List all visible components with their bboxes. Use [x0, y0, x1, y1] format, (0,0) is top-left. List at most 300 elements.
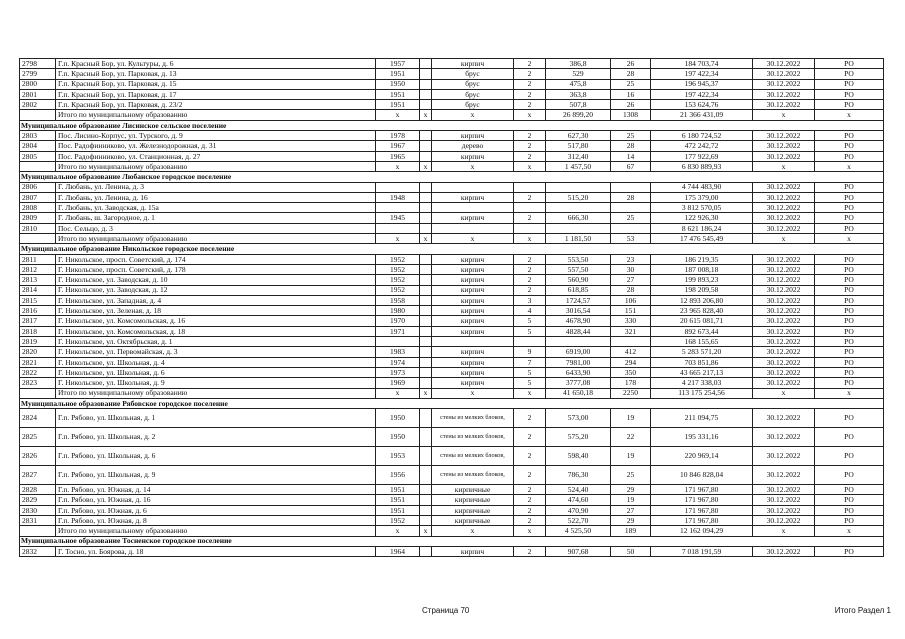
cell-floors: 2 [514, 59, 546, 69]
cell-wall-material: кирпич [432, 357, 514, 367]
cell-extra-mark [420, 505, 432, 515]
table-row [20, 264, 884, 274]
cell-area: 575,20 [546, 428, 611, 447]
cell-wall-material: дерево [432, 141, 514, 151]
cell-area: 363,8 [546, 89, 611, 99]
cell-deadline-date: 30.12.2022 [753, 505, 815, 515]
cell-wall-material: х [432, 110, 514, 120]
cell-deadline-date: 30.12.2022 [753, 223, 815, 233]
cell-row-number: 2815 [20, 295, 56, 305]
cell-residents [611, 223, 651, 233]
cell-wall-material [432, 182, 514, 192]
cell-extra-mark [420, 69, 432, 79]
table-row [20, 69, 884, 79]
cell-area: 786,30 [546, 466, 611, 485]
cell-floors: 2 [514, 141, 546, 151]
cell-address: Г. Никольское, ул. Школьная, д. 6 [56, 367, 376, 377]
cell-extra-mark [420, 295, 432, 305]
cell-extra-mark [420, 141, 432, 151]
cell-extra-mark [420, 337, 432, 347]
cell-address: Г.п. Рябово, ул. Школьная, д. 1 [56, 409, 376, 428]
table-row [20, 466, 884, 485]
cell-fund-format: РО [815, 428, 884, 447]
cell-fund-format: РО [815, 495, 884, 505]
cell-wall-material: х [432, 388, 514, 398]
cell-address: Пос. Радофинниково, ул. Железнодорожная, д. 31 [56, 141, 376, 151]
cell-floors: 2 [514, 89, 546, 99]
cell-wall-material: брус [432, 79, 514, 89]
cell-residents: 25 [611, 466, 651, 485]
cell-deadline-date: 30.12.2022 [753, 151, 815, 161]
cell-floors: 2 [514, 275, 546, 285]
cell-address: Г. Никольское, просп. Советский, д. 178 [56, 264, 376, 274]
cell-extra-mark [420, 409, 432, 428]
cell-address: Пос. Лисино-Корпус, ул. Турского, д. 9 [56, 131, 376, 141]
cell-fund-format: РО [815, 357, 884, 367]
cell-cost: 21 366 431,09 [651, 110, 753, 120]
cell-fund-format: РО [815, 192, 884, 202]
cell-area: 4678,90 [546, 316, 611, 326]
cell-wall-material: кирпич [432, 151, 514, 161]
table-row [20, 203, 884, 213]
cell-cost: 3 812 570,05 [651, 203, 753, 213]
cell-deadline-date: 30.12.2022 [753, 203, 815, 213]
cell-deadline-date: х [753, 234, 815, 244]
cell-residents: 25 [611, 213, 651, 223]
cell-residents: 26 [611, 59, 651, 69]
cell-fund-format: РО [815, 326, 884, 336]
cell-fund-format: РО [815, 182, 884, 192]
cell-build-year: 1952 [376, 275, 420, 285]
cell-build-year: 1950 [376, 79, 420, 89]
cell-residents: 29 [611, 515, 651, 525]
cell-address: Г.п. Рябово, ул. Южная, д. 8 [56, 515, 376, 525]
cell-deadline-date: 30.12.2022 [753, 192, 815, 202]
cell-fund-format: РО [815, 141, 884, 151]
section-header-row [20, 120, 884, 130]
cell-address: Итого по муниципальному образованию [56, 526, 376, 536]
cell-cost: 171 967,80 [651, 515, 753, 525]
cell-deadline-date: 30.12.2022 [753, 447, 815, 466]
cell-extra-mark [420, 89, 432, 99]
cell-floors: 4 [514, 306, 546, 316]
cell-area: 627,30 [546, 131, 611, 141]
cell-fund-format: х [815, 526, 884, 536]
section-title: Муниципальное образование Тосненское городское поселение [20, 536, 884, 546]
table-row [20, 182, 884, 192]
cell-row-number: 2812 [20, 264, 56, 274]
cell-fund-format: РО [815, 378, 884, 388]
cell-row-number: 2828 [20, 485, 56, 495]
section-title: Муниципальное образование Рябовское городское поселение [20, 398, 884, 408]
cell-floors [514, 182, 546, 192]
cell-deadline-date: х [753, 161, 815, 171]
cell-deadline-date: 30.12.2022 [753, 264, 815, 274]
cell-deadline-date: 30.12.2022 [753, 295, 815, 305]
cell-deadline-date: 30.12.2022 [753, 428, 815, 447]
cell-deadline-date: 30.12.2022 [753, 285, 815, 295]
table-row [20, 515, 884, 525]
cell-extra-mark [420, 100, 432, 110]
cell-build-year: 1957 [376, 59, 420, 69]
cell-fund-format: х [815, 161, 884, 171]
cell-deadline-date: х [753, 110, 815, 120]
cell-extra-mark [420, 378, 432, 388]
cell-row-number: 2824 [20, 409, 56, 428]
cell-cost: 12 893 206,80 [651, 295, 753, 305]
cell-row-number: 2825 [20, 428, 56, 447]
cell-residents: 27 [611, 505, 651, 515]
cell-fund-format: РО [815, 447, 884, 466]
cell-row-number: 2813 [20, 275, 56, 285]
cell-wall-material: кирпичные [432, 515, 514, 525]
cell-area: 907,68 [546, 546, 611, 556]
cell-floors: 2 [514, 447, 546, 466]
table-row [20, 254, 884, 264]
section-title: Муниципальное образование Никольское городское поселение [20, 244, 884, 254]
cell-address: Г.п. Рябово, ул. Школьная, д. 6 [56, 447, 376, 466]
table-row [20, 151, 884, 161]
cell-cost: 8 621 186,24 [651, 223, 753, 233]
cell-cost: 703 851,86 [651, 357, 753, 367]
table-row [20, 316, 884, 326]
cell-cost: 196 945,37 [651, 79, 753, 89]
cell-row-number: 2821 [20, 357, 56, 367]
cell-address: Г. Никольское, ул. Комсомольская, д. 16 [56, 316, 376, 326]
cell-wall-material: стены из мелких блоков, [432, 409, 514, 428]
cell-row-number: 2798 [20, 59, 56, 69]
cell-fund-format: РО [815, 59, 884, 69]
cell-row-number: 2819 [20, 337, 56, 347]
cell-cost: 113 175 254,56 [651, 388, 753, 398]
cell-cost: 43 665 217,13 [651, 367, 753, 377]
cell-fund-format: РО [815, 337, 884, 347]
cell-cost: 197 422,34 [651, 69, 753, 79]
cell-wall-material [432, 337, 514, 347]
page-number: Страница 70 [422, 606, 470, 615]
cell-wall-material [432, 223, 514, 233]
table-row [20, 306, 884, 316]
cell-build-year: 1964 [376, 546, 420, 556]
cell-deadline-date: 30.12.2022 [753, 213, 815, 223]
cell-row-number: 2809 [20, 213, 56, 223]
cell-deadline-date: 30.12.2022 [753, 275, 815, 285]
cell-cost: 6 180 724,52 [651, 131, 753, 141]
section-header-row [20, 244, 884, 254]
cell-address: Г. Никольское, просп. Советский, д. 174 [56, 254, 376, 264]
cell-cost: 187 008,18 [651, 264, 753, 274]
cell-fund-format: РО [815, 264, 884, 274]
cell-floors [514, 203, 546, 213]
cell-build-year: 1951 [376, 495, 420, 505]
cell-residents: 50 [611, 546, 651, 556]
cell-residents [611, 182, 651, 192]
cell-cost: 153 624,76 [651, 100, 753, 110]
cell-floors: 2 [514, 151, 546, 161]
table-row [20, 378, 884, 388]
cell-residents: 350 [611, 367, 651, 377]
cell-row-number: 2814 [20, 285, 56, 295]
cell-build-year: 1967 [376, 141, 420, 151]
cell-deadline-date: 30.12.2022 [753, 357, 815, 367]
cell-build-year: 1951 [376, 69, 420, 79]
cell-floors: 2 [514, 409, 546, 428]
cell-residents: 25 [611, 131, 651, 141]
cell-floors: 5 [514, 326, 546, 336]
table-row [20, 141, 884, 151]
cell-fund-format: РО [815, 254, 884, 264]
cell-deadline-date: 30.12.2022 [753, 306, 815, 316]
cell-row-number: 2807 [20, 192, 56, 202]
cell-extra-mark [420, 515, 432, 525]
cell-cost: 168 155,65 [651, 337, 753, 347]
cell-residents: 25 [611, 79, 651, 89]
cell-build-year: х [376, 110, 420, 120]
cell-build-year: 1970 [376, 316, 420, 326]
cell-deadline-date: 30.12.2022 [753, 59, 815, 69]
cell-row-number: 2804 [20, 141, 56, 151]
table-row [20, 337, 884, 347]
cell-cost: 12 162 094,29 [651, 526, 753, 536]
cell-area: 598,40 [546, 447, 611, 466]
total-row [20, 388, 884, 398]
table-row [20, 213, 884, 223]
cell-deadline-date: 30.12.2022 [753, 378, 815, 388]
cell-cost: 220 969,14 [651, 447, 753, 466]
table-row [20, 192, 884, 202]
cell-row-number: 2823 [20, 378, 56, 388]
table-row [20, 131, 884, 141]
cell-area: 3016,54 [546, 306, 611, 316]
total-row [20, 526, 884, 536]
cell-extra-mark: х [420, 161, 432, 171]
cell-area: 529 [546, 69, 611, 79]
cell-address: Г.п. Красный Бор, ул. Парковая, д. 13 [56, 69, 376, 79]
cell-area: 386,8 [546, 59, 611, 69]
cell-floors: х [514, 161, 546, 171]
cell-residents: 28 [611, 69, 651, 79]
cell-extra-mark [420, 428, 432, 447]
cell-fund-format: РО [815, 466, 884, 485]
cell-residents: 28 [611, 285, 651, 295]
cell-wall-material: х [432, 161, 514, 171]
cell-address: Г. Никольское, ул. Заводская, д. 10 [56, 275, 376, 285]
cell-floors: 5 [514, 378, 546, 388]
cell-extra-mark [420, 546, 432, 556]
cell-extra-mark [420, 347, 432, 357]
cell-extra-mark [420, 285, 432, 295]
cell-extra-mark: х [420, 526, 432, 536]
cell-row-number: 2816 [20, 306, 56, 316]
cell-deadline-date: 30.12.2022 [753, 485, 815, 495]
cell-cost: 211 094,75 [651, 409, 753, 428]
table-row [20, 285, 884, 295]
cell-wall-material: брус [432, 89, 514, 99]
cell-extra-mark [420, 203, 432, 213]
cell-cost: 175 379,00 [651, 192, 753, 202]
cell-area: 6919,00 [546, 347, 611, 357]
cell-floors: 5 [514, 367, 546, 377]
cell-wall-material: кирпич [432, 367, 514, 377]
cell-floors: 2 [514, 79, 546, 89]
cell-row-number: 2829 [20, 495, 56, 505]
cell-row-number: 2806 [20, 182, 56, 192]
table-row [20, 100, 884, 110]
cell-cost: 122 926,30 [651, 213, 753, 223]
cell-build-year [376, 223, 420, 233]
cell-deadline-date: 30.12.2022 [753, 367, 815, 377]
cell-floors [514, 223, 546, 233]
cell-row-number: 2817 [20, 316, 56, 326]
cell-residents: 28 [611, 141, 651, 151]
cell-residents: 330 [611, 316, 651, 326]
table-body [20, 59, 884, 557]
cell-deadline-date: 30.12.2022 [753, 546, 815, 556]
cell-floors: 2 [514, 515, 546, 525]
cell-wall-material: кирпич [432, 347, 514, 357]
cell-fund-format: РО [815, 295, 884, 305]
cell-residents: 2250 [611, 388, 651, 398]
cell-extra-mark [420, 192, 432, 202]
cell-extra-mark [420, 275, 432, 285]
cell-extra-mark [420, 447, 432, 466]
cell-wall-material: кирпич [432, 254, 514, 264]
cell-row-number: 2830 [20, 505, 56, 515]
cell-address: Г. Никольское, ул. Школьная, д. 9 [56, 378, 376, 388]
cell-floors [514, 337, 546, 347]
cell-wall-material: кирпич [432, 275, 514, 285]
cell-deadline-date: 30.12.2022 [753, 316, 815, 326]
cell-build-year [376, 203, 420, 213]
cell-address: Г. Никольское, ул. Заводская, д. 12 [56, 285, 376, 295]
cell-build-year: 1950 [376, 409, 420, 428]
cell-address: Г. Никольское, ул. Октябрьская, д. 1 [56, 337, 376, 347]
cell-residents: 321 [611, 326, 651, 336]
cell-fund-format: РО [815, 505, 884, 515]
cell-area: 6433,90 [546, 367, 611, 377]
section-title: Муниципальное образование Лисинское сельское поселение [20, 120, 884, 130]
cell-deadline-date: 30.12.2022 [753, 69, 815, 79]
cell-floors: 2 [514, 69, 546, 79]
section-header-row [20, 172, 884, 182]
table-row [20, 357, 884, 367]
cell-cost: 5 283 571,20 [651, 347, 753, 357]
cell-area: 573,00 [546, 409, 611, 428]
cell-cost: 20 615 081,71 [651, 316, 753, 326]
cell-cost: 171 967,80 [651, 485, 753, 495]
cell-fund-format: РО [815, 223, 884, 233]
cell-build-year: х [376, 234, 420, 244]
cell-cost: 177 922,69 [651, 151, 753, 161]
cell-area: 560,90 [546, 275, 611, 285]
cell-wall-material: кирпич [432, 285, 514, 295]
cell-build-year: 1953 [376, 447, 420, 466]
cell-wall-material: кирпичные [432, 485, 514, 495]
cell-floors: 9 [514, 347, 546, 357]
cell-floors: 2 [514, 254, 546, 264]
cell-row-number [20, 161, 56, 171]
cell-build-year: х [376, 526, 420, 536]
cell-cost: 23 965 828,40 [651, 306, 753, 316]
cell-area: 4 525,50 [546, 526, 611, 536]
cell-deadline-date: 30.12.2022 [753, 89, 815, 99]
cell-build-year: х [376, 388, 420, 398]
cell-area [546, 223, 611, 233]
cell-floors: х [514, 234, 546, 244]
cell-build-year: 1952 [376, 264, 420, 274]
cell-area: 4828,44 [546, 326, 611, 336]
cell-deadline-date: 30.12.2022 [753, 254, 815, 264]
cell-wall-material: кирпич [432, 264, 514, 274]
cell-deadline-date: 30.12.2022 [753, 182, 815, 192]
cell-row-number: 2802 [20, 100, 56, 110]
cell-residents: 22 [611, 428, 651, 447]
cell-address: Г.п. Красный Бор, ул. Культуры, д. 6 [56, 59, 376, 69]
cell-fund-format: РО [815, 213, 884, 223]
cell-cost: 184 703,74 [651, 59, 753, 69]
cell-residents: 19 [611, 447, 651, 466]
cell-wall-material: стены из мелких блоков, [432, 428, 514, 447]
cell-build-year: 1951 [376, 485, 420, 495]
cell-build-year: 1969 [376, 378, 420, 388]
section-footer-label: Итого Раздел 1 [834, 606, 891, 615]
cell-residents: 16 [611, 89, 651, 99]
cell-row-number: 2810 [20, 223, 56, 233]
cell-area: 524,40 [546, 485, 611, 495]
cell-extra-mark [420, 264, 432, 274]
cell-residents: 178 [611, 378, 651, 388]
cell-cost: 171 967,80 [651, 495, 753, 505]
cell-extra-mark [420, 131, 432, 141]
cell-area: 618,85 [546, 285, 611, 295]
table-row [20, 295, 884, 305]
cell-wall-material: кирпич [432, 213, 514, 223]
table-row [20, 347, 884, 357]
cell-wall-material: кирпич [432, 192, 514, 202]
cell-floors: 2 [514, 546, 546, 556]
cell-row-number: 2822 [20, 367, 56, 377]
cell-build-year: 1951 [376, 505, 420, 515]
cell-area: 474,60 [546, 495, 611, 505]
table-row [20, 546, 884, 556]
cell-deadline-date: 30.12.2022 [753, 141, 815, 151]
cell-wall-material: кирпич [432, 316, 514, 326]
cell-address: Г. Никольское, ул. Школьная, д. 4 [56, 357, 376, 367]
cell-row-number: 2799 [20, 69, 56, 79]
cell-row-number [20, 526, 56, 536]
cell-floors: 2 [514, 213, 546, 223]
cell-address: Г.п. Красный Бор, ул. Парковая, д. 23/2 [56, 100, 376, 110]
cell-cost: 199 893,23 [651, 275, 753, 285]
cell-wall-material: кирпич [432, 326, 514, 336]
cell-row-number: 2832 [20, 546, 56, 556]
cell-fund-format: х [815, 234, 884, 244]
cell-deadline-date: 30.12.2022 [753, 100, 815, 110]
cell-build-year: 1974 [376, 357, 420, 367]
cell-extra-mark [420, 213, 432, 223]
cell-area: 553,50 [546, 254, 611, 264]
cell-residents: 14 [611, 151, 651, 161]
cell-fund-format: РО [815, 203, 884, 213]
cell-residents: 67 [611, 161, 651, 171]
cell-fund-format: РО [815, 100, 884, 110]
cell-build-year: 1950 [376, 428, 420, 447]
cell-build-year: 1952 [376, 254, 420, 264]
cell-extra-mark [420, 466, 432, 485]
cell-fund-format: РО [815, 316, 884, 326]
cell-wall-material: стены из мелких блоков, [432, 447, 514, 466]
cell-address: Г. Тосно, ул. Боярова, д. 18 [56, 546, 376, 556]
